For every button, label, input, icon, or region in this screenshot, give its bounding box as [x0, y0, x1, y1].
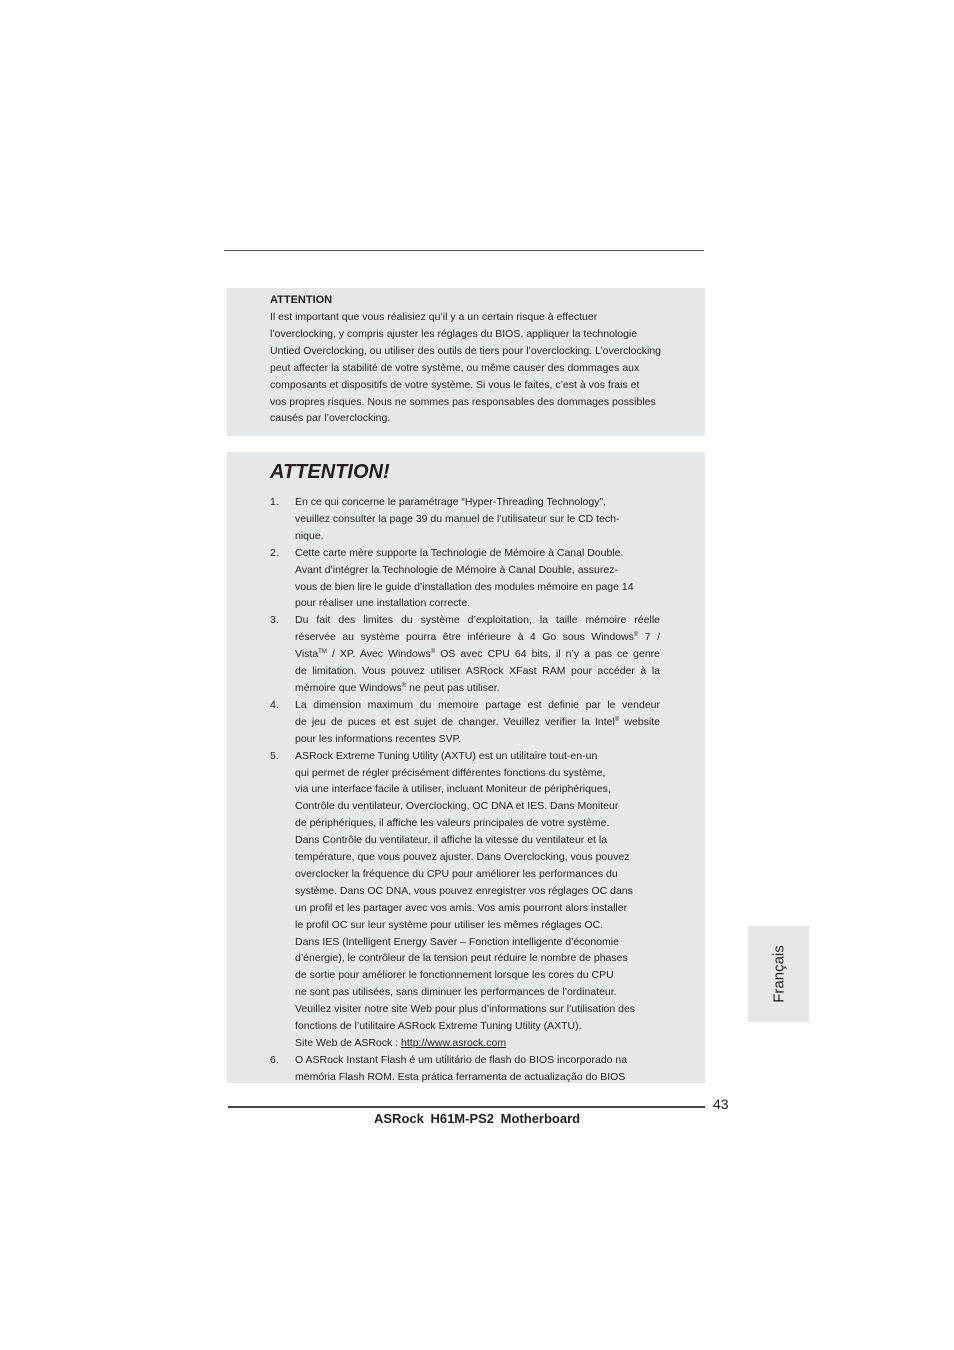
- item-number: 3.: [270, 614, 279, 627]
- trademark-mark: TM: [318, 649, 327, 656]
- item-body: [295, 748, 660, 1052]
- registered-mark: ®: [614, 716, 620, 723]
- list-item: [270, 697, 660, 748]
- notice-line: peut affecter la stabilité de votre système, ou même causer des dommages aux: [270, 361, 640, 374]
- item-line: un profil et les partager avec vos amis. Vos amis pourront alors installer: [295, 901, 628, 914]
- list-item: [270, 494, 660, 545]
- notice-line: vos propres risques. Nous ne sommes pas responsables des dommages possibles: [270, 395, 656, 408]
- item-body: [295, 1052, 660, 1086]
- attention-box: [227, 452, 705, 1083]
- text-span: / XP. Avec Windows: [326, 648, 431, 661]
- text-span: 7 /: [638, 631, 661, 644]
- item-line: fonctions de l’utilitaire ASRock Extreme Tuning Utility (AXTU).: [295, 1020, 582, 1033]
- item-body: [295, 612, 660, 697]
- registered-mark: ®: [633, 632, 639, 639]
- item-line: [295, 646, 660, 663]
- list-item: [270, 748, 660, 1052]
- list-item: [270, 545, 660, 613]
- item-number: 2.: [270, 546, 279, 559]
- item-number: 4.: [270, 698, 279, 711]
- item-body: [295, 494, 660, 545]
- item-line: d’énergie), le contrôleur de la tension peut réduire le nombre de phases: [295, 952, 628, 965]
- text-span: mémoire que Windows: [295, 681, 402, 694]
- item-line: [295, 714, 660, 731]
- text-span: OS avec CPU 64 bits, il n’y a pas ce genre: [435, 648, 660, 661]
- notice-heading: ATTENTION: [270, 294, 333, 306]
- item-line: [295, 680, 660, 697]
- notice-line: causés par l’overclocking.: [270, 412, 391, 425]
- notice-line: Untied Overclocking, ou utiliser des outils de tiers pour l’overclocking. L’overclocking: [270, 344, 662, 357]
- item-line: Cette carte mère supporte la Technologie de Mémoire à Canal Double.: [295, 546, 624, 559]
- item-line: vous de bien lire le guide d’installation des modules mémoire en page 14: [295, 580, 634, 593]
- item-line: Veuillez visiter notre site Web pour plus d’informations sur l’utilisation des: [295, 1003, 636, 1016]
- item-line: pour réaliser une installation correcte.: [295, 597, 471, 610]
- item-line: overclocker la fréquence du CPU pour améliorer les performances du: [295, 867, 618, 880]
- text-span: ne peut pas utiliser.: [406, 681, 500, 694]
- item-line: veuillez consulter la page 39 du manuel de l’utilisateur sur le CD tech-: [295, 512, 620, 525]
- item-body: [295, 545, 660, 613]
- item-line: La dimension maximum du memoire partage est definie par le vendeur: [295, 698, 660, 711]
- item-line: Avant d’intégrer la Technologie de Mémoire à Canal Double, assurez-: [295, 563, 618, 576]
- bottom-rule: [228, 1106, 705, 1108]
- item-line: [295, 629, 660, 646]
- notice-line: l’overclocking, y compris ajuster les réglages du BIOS, appliquer la technologie: [270, 327, 638, 340]
- item-line: Dans Contrôle du ventilateur, il affiche la vitesse du ventilateur et la: [295, 834, 608, 847]
- item-body: [295, 697, 660, 748]
- attention-title: ATTENTION!: [270, 461, 390, 483]
- item-line: qui permet de régler précisément différentes fonctions du système,: [295, 766, 606, 779]
- item-line: ne sont pas utilisées, sans diminuer les performances de l’ordinateur.: [295, 986, 617, 999]
- site-label: Site Web de ASRock :: [295, 1037, 402, 1049]
- item-number: 5.: [270, 749, 279, 762]
- text-span: de jeu de puces et est sujet de changer. Veuillez verifier la Intel: [295, 715, 615, 728]
- list-item: [270, 1052, 660, 1086]
- list-item: [270, 612, 660, 697]
- item-line: de limitation. Vous pouvez utiliser ASRock XFast RAM pour accéder à la: [295, 665, 660, 678]
- asrock-website-link[interactable]: http://www.asrock.com: [401, 1037, 507, 1049]
- notice-line: composants et dispositifs de votre système. Si vous le faites, c’est à vos frais et: [270, 378, 640, 391]
- top-rule: [224, 250, 704, 251]
- item-line: le profil OC sur leur système pour utiliser les mêmes réglages OC.: [295, 918, 604, 931]
- language-tab: [748, 926, 809, 1022]
- item-number: 6.: [270, 1053, 279, 1066]
- language-tab-label: Français: [770, 945, 787, 1003]
- item-line: nique.: [295, 529, 324, 542]
- registered-mark: ®: [430, 649, 436, 656]
- registered-mark: ®: [401, 682, 407, 689]
- item-line: Du fait des limites du système d’exploitation, la taille mémoire réelle: [295, 614, 660, 627]
- item-line: Contrôle du ventilateur, Overclocking, OC DNA et IES. Dans Moniteur: [295, 800, 619, 813]
- text-span: réservée au système pourra être inférieure à 4 Go sous Windows: [295, 631, 634, 644]
- item-line: température, que vous pouvez ajuster. Dans Overclocking, vous pouvez: [295, 851, 630, 864]
- item-line: de sortie pour améliorer le fonctionnement lorsque les cores du CPU: [295, 969, 614, 982]
- item-line: de périphériques, il affiche les valeurs principales de votre système.: [295, 817, 610, 830]
- item-line: système. Dans OC DNA, vous pouvez enregistrer vos réglages OC dans: [295, 884, 633, 897]
- item-line: ASRock Extreme Tuning Utility (AXTU) est un utilitaire tout-en-un: [295, 749, 598, 762]
- page-number: 43: [713, 1096, 729, 1112]
- text-span: website: [619, 715, 661, 728]
- item-line: pour les informations recentes SVP.: [295, 732, 462, 745]
- notice-line: Il est important que vous réalisiez qu’il y a un certain risque à effectuer: [270, 311, 598, 323]
- item-line: memória Flash ROM. Esta prática ferramenta de actualização do BIOS: [295, 1070, 626, 1083]
- item-line: [295, 1035, 660, 1052]
- text-span: Vista: [295, 648, 319, 661]
- item-line: Dans IES (Intelligent Energy Saver – Fonction intelligente d’économie: [295, 935, 619, 948]
- footer-title: ASRock H61M-PS2 Motherboard: [374, 1111, 581, 1126]
- item-line: via une interface facile à utiliser, incluant Moniteur de périphériques,: [295, 783, 611, 796]
- item-line: O ASRock Instant Flash é um utilitário de flash do BIOS incorporado na: [295, 1053, 628, 1066]
- item-line: En ce qui concerne le paramétrage “Hyper-Threading Technology”,: [295, 496, 606, 508]
- item-number: 1.: [270, 496, 279, 508]
- overclocking-notice-box: [227, 288, 705, 436]
